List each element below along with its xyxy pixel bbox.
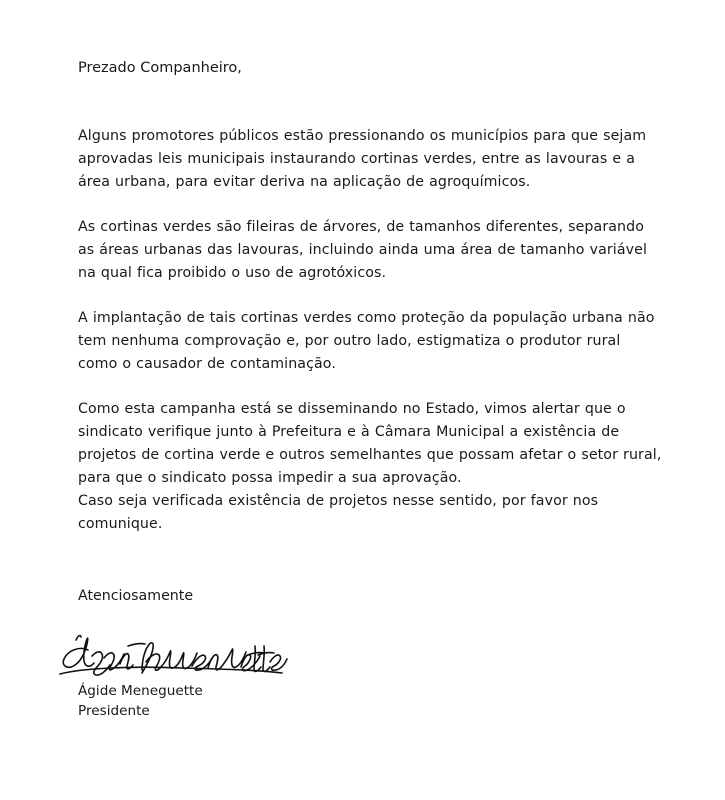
closing-line: Atenciosamente bbox=[78, 588, 194, 605]
handwritten-signature-icon bbox=[42, 626, 342, 686]
paragraph: A implantação de tais cortinas verdes como proteção da população urbana não tem nenhuma comprovação e, por outro lado, estigmatiza o produtor rural como o causador de contaminação. bbox=[78, 310, 655, 373]
signer-name: Ágide Meneguette bbox=[78, 683, 203, 700]
signature-block bbox=[78, 682, 203, 721]
signer-title: Presidente bbox=[78, 702, 150, 719]
paragraph: As cortinas verdes são fileiras de árvores, de tamanhos diferentes, separando as áreas urbanas das lavouras, incluindo ainda uma área de tamanho variável na qual fica proibido o uso de agrotóxicos. bbox=[78, 219, 648, 282]
paragraph: Como esta campanha está se disseminando no Estado, vimos alertar que o sindicato verifique junto à Prefeitura e à Câmara Municipal a existência de projetos de cortina verde e outros semelhantes que possam afetar o setor rural, para que o sindicato possa impedir a sua aprovação. bbox=[78, 401, 662, 487]
document-body bbox=[78, 125, 663, 536]
signature-area bbox=[78, 626, 663, 722]
paragraph: Caso seja verificada existência de projetos nesse sentido, por favor nos comunique. bbox=[78, 493, 599, 533]
paragraph: Alguns promotores públicos estão pressionando os municípios para que sejam aprovadas leis municipais instaurando cortinas verdes, entre as lavouras e a área urbana, para evitar deriva na aplicação de agroquímicos. bbox=[78, 128, 647, 191]
salutation: Prezado Companheiro, bbox=[78, 60, 242, 76]
signer-info bbox=[78, 682, 203, 721]
